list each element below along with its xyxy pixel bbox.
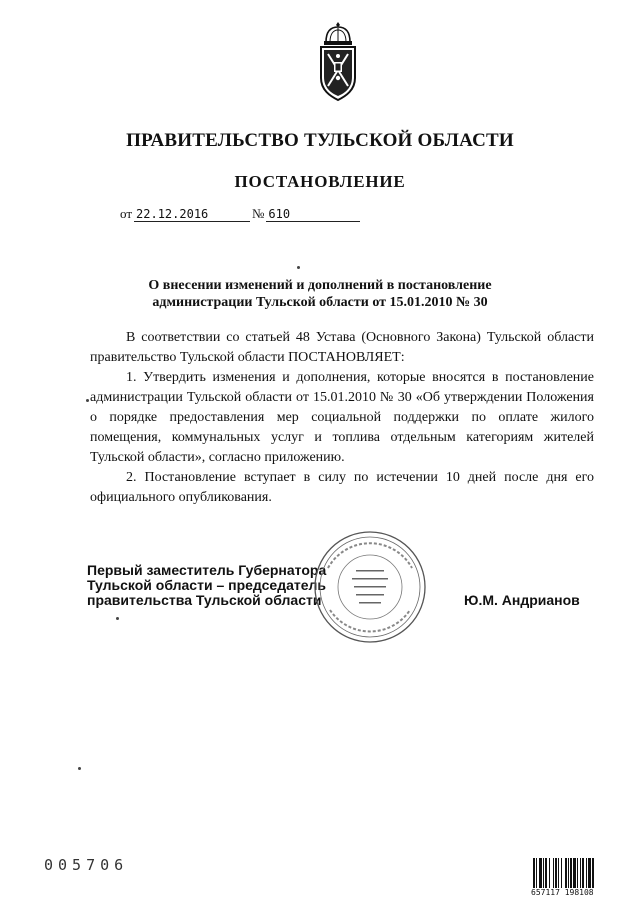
barcode-bar	[543, 858, 544, 888]
official-round-stamp-icon	[308, 528, 432, 646]
subject-line-2: администрации Тульской области от 15.01.2010 № 30	[152, 295, 488, 310]
document-number: 610	[266, 207, 360, 222]
document-date: 22.12.2016	[134, 207, 250, 222]
signatory-position	[87, 563, 326, 608]
barcode-bar	[588, 858, 591, 888]
barcode-bar	[539, 858, 542, 888]
barcode-bar	[582, 858, 584, 888]
barcode-bar	[553, 858, 554, 888]
barcode-bar	[565, 858, 567, 888]
tula-coat-of-arms-icon	[316, 20, 360, 102]
document-body	[90, 328, 594, 508]
registration-line	[118, 206, 360, 222]
barcode-bar	[558, 858, 559, 888]
document-subject	[0, 277, 640, 311]
government-title: ПРАВИТЕЛЬСТВО ТУЛЬСКОЙ ОБЛАСТИ	[126, 130, 514, 151]
barcode-bar	[533, 858, 535, 888]
barcode-icon	[533, 858, 619, 888]
barcode-bar	[586, 858, 587, 888]
barcode-bar	[568, 858, 569, 888]
barcode-bar	[536, 858, 537, 888]
barcode-bar	[592, 858, 594, 888]
document-type-title: ПОСТАНОВЛЕНИЕ	[234, 172, 406, 191]
scan-speck	[86, 399, 89, 402]
body-paragraph: В соответствии со статьей 48 Устава (Основного Закона) Тульской области правительство Тульской области ПОСТАНОВЛЯЕТ:	[90, 330, 594, 365]
barcode-bar	[555, 858, 557, 888]
body-paragraph: 1. Утвердить изменения и дополнения, которые вносятся в постановление администрации Тульской области от 15.01.2010 № 30 «Об утверждении Положения о порядке предоставления мер социальной поддержки по оплате жилого помещения, коммунальных услуг и топлива отдельным категориям жителей Тульской области», согласно приложению.	[90, 370, 594, 465]
scan-speck	[116, 617, 119, 620]
subject-line-1: О внесении изменений и дополнений в постановление	[148, 278, 492, 293]
position-line-1: Первый заместитель Губернатора	[87, 562, 327, 578]
date-prefix: от	[120, 206, 133, 221]
body-paragraph: 2. Постановление вступает в силу по истечении 10 дней после дня его официального опубликования.	[90, 470, 594, 505]
serial-number: 005706	[44, 856, 129, 874]
scan-speck	[297, 266, 300, 269]
signatory-name: Ю.М. Андрианов	[464, 592, 580, 608]
position-line-2: Тульской области – председатель	[87, 577, 327, 593]
barcode-bar	[545, 858, 547, 888]
barcode-bar	[580, 858, 581, 888]
barcode-bar	[573, 858, 576, 888]
barcode-bar	[577, 858, 578, 888]
barcode-bar	[570, 858, 572, 888]
scan-speck	[78, 767, 81, 770]
barcode-bar	[549, 858, 550, 888]
position-line-3: правительства Тульской области	[87, 592, 322, 608]
barcode-bar	[561, 858, 562, 888]
number-prefix: №	[252, 206, 265, 221]
barcode-caption: 657117 198108	[531, 888, 594, 897]
